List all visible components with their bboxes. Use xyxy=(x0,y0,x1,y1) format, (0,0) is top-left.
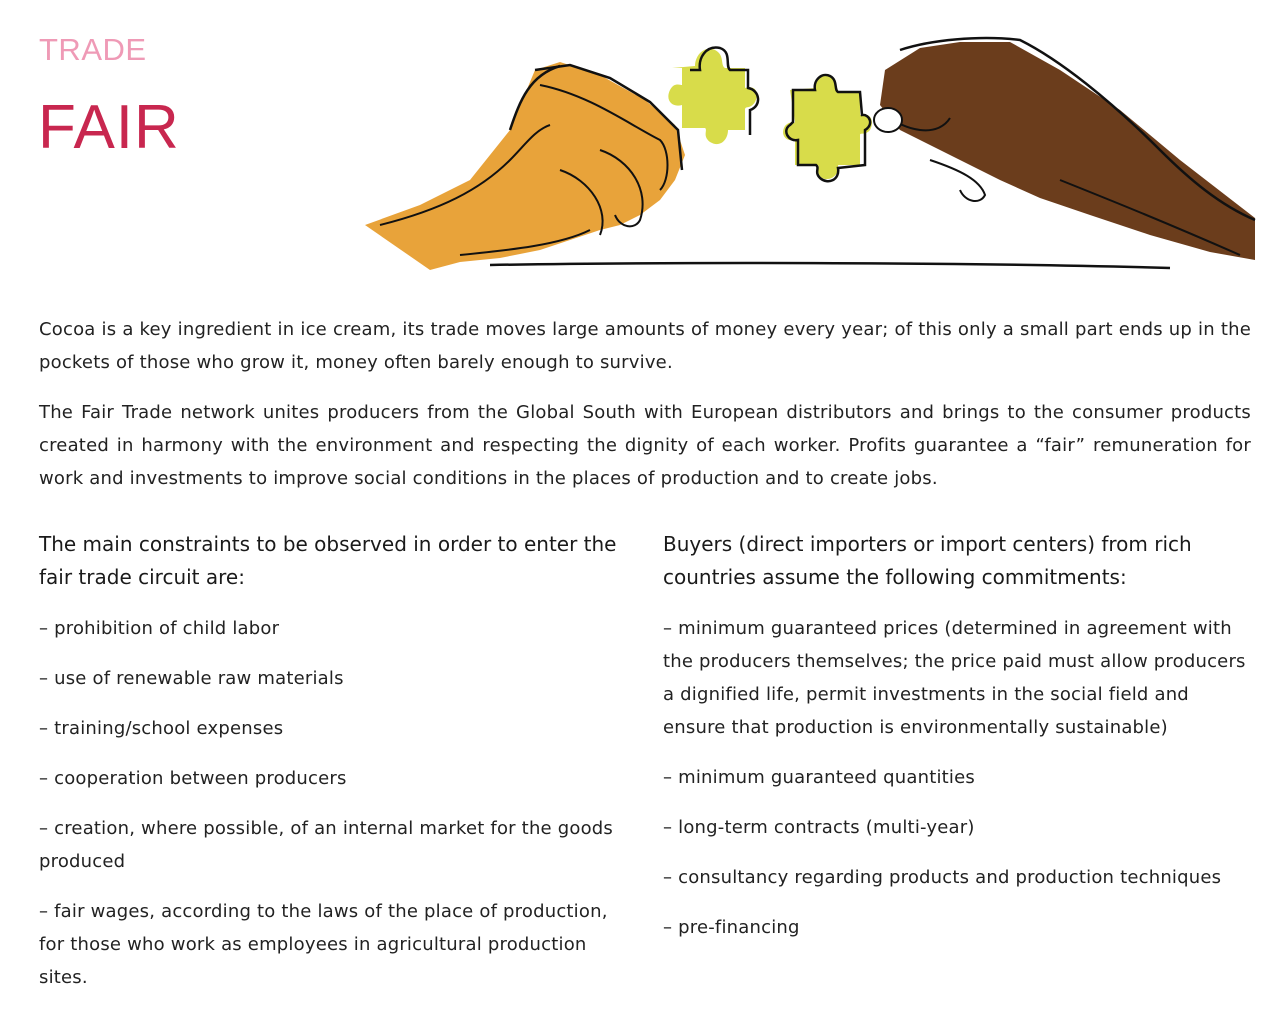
constraints-list xyxy=(39,612,634,994)
intro-paragraph-2: The Fair Trade network unites producers from the Global South with European distributors and brings to the consumer products created in harmony with the environment and respecting the dignity of each worker. Profits guarantee a “fair” remuneration for work and investments to improve social conditions in the places of production and to create jobs. xyxy=(39,402,1251,489)
intro-paragraph-1: Cocoa is a key ingredient in ice cream, its trade moves large amounts of money every year; of this only a small part ends up in the pockets of those who grow it, money often barely enough to survive. xyxy=(39,319,1251,373)
list-item: – prohibition of child labor xyxy=(39,618,280,639)
constraints-column xyxy=(39,528,634,1011)
right-hand xyxy=(880,42,1255,260)
hands-puzzle-illustration xyxy=(360,30,1260,280)
fingernail xyxy=(874,108,902,132)
puzzle-piece-left xyxy=(668,49,757,144)
list-item: – creation, where possible, of an internal market for the goods produced xyxy=(39,818,614,872)
list-item: – consultancy regarding products and production techniques xyxy=(663,867,1222,888)
list-item: – training/school expenses xyxy=(39,718,284,739)
list-item: – pre-financing xyxy=(663,917,800,938)
commitments-column xyxy=(663,528,1253,961)
constraints-heading: The main constraints to be observed in order to enter the fair trade circuit are: xyxy=(39,532,617,589)
list-item: – cooperation between producers xyxy=(39,768,347,789)
page-title: FAIR xyxy=(38,93,180,162)
list-item: – use of renewable raw materials xyxy=(39,668,344,689)
intro-text xyxy=(39,313,1251,512)
table-line xyxy=(490,263,1170,268)
list-item: – minimum guaranteed prices (determined in agreement with the producers themselves; the price paid must allow producers a dignified life, permit investments in the social field and ensure that production is environmentally sustainable) xyxy=(663,618,1246,738)
section-eyebrow: TRADE xyxy=(39,32,147,67)
list-item: – fair wages, according to the laws of the place of production, for those who work as employees in agricultural production sites. xyxy=(39,901,608,988)
commitments-heading: Buyers (direct importers or import centers) from rich countries assume the following commitments: xyxy=(663,532,1192,589)
commitments-list xyxy=(663,612,1253,944)
list-item: – minimum guaranteed quantities xyxy=(663,767,975,788)
list-item: – long-term contracts (multi-year) xyxy=(663,817,975,838)
